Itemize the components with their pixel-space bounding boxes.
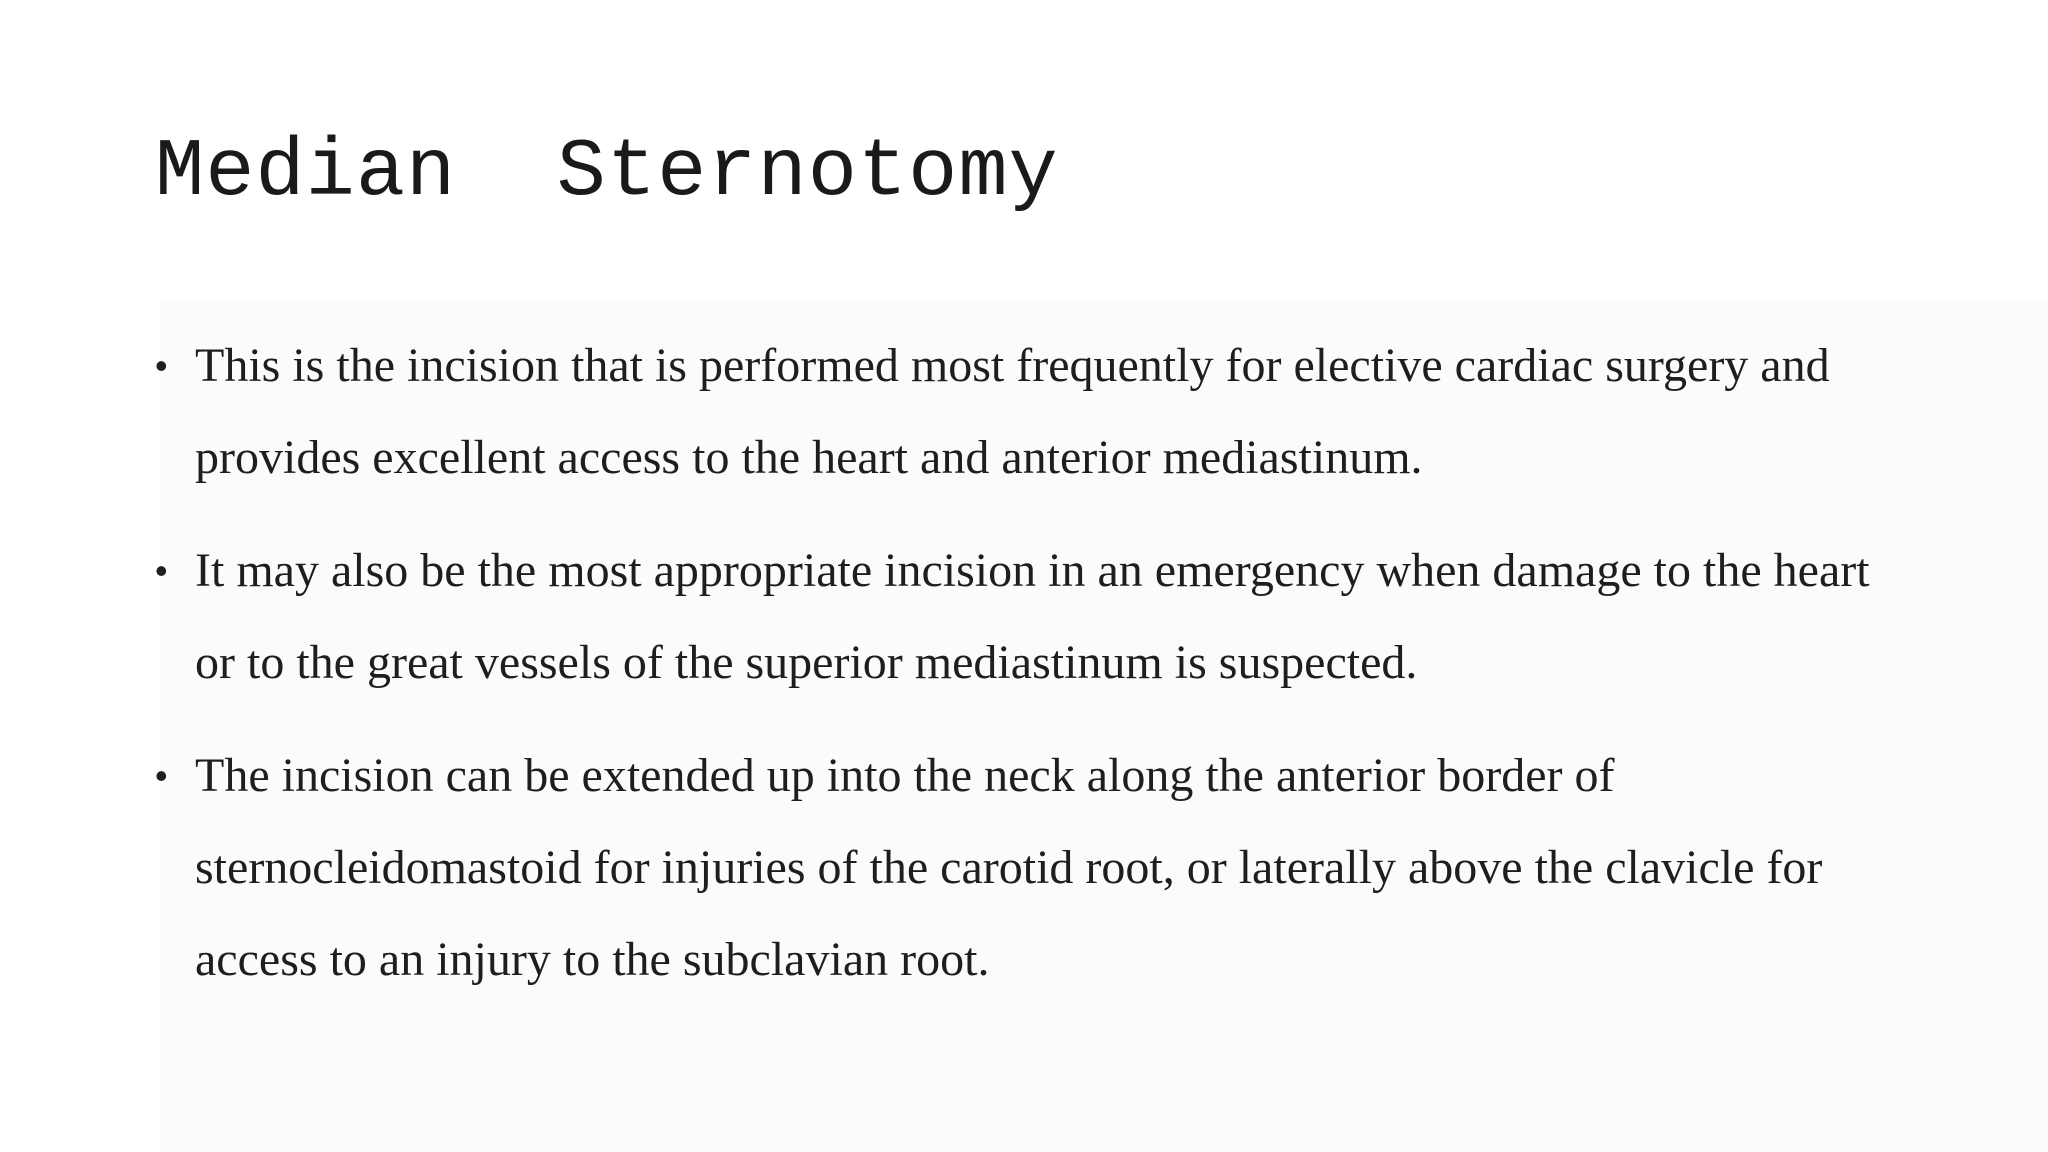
bullet-item bbox=[155, 320, 1915, 504]
bullet-text: The incision can be extended up into the neck along the anterior border of sternocleidomastoid for injuries of the carotid root, or laterally above the clavicle for access to an injury to the subclavian root. bbox=[195, 749, 1823, 986]
bullet-text: It may also be the most appropriate incision in an emergency when damage to the heart or to the great vessels of the superior mediastinum is suspected. bbox=[195, 544, 1870, 689]
bullet-icon: • bbox=[155, 345, 168, 386]
slide-title: Median Sternotomy bbox=[155, 126, 1059, 219]
bullet-icon: • bbox=[155, 550, 168, 591]
bullet-list bbox=[155, 320, 1915, 1027]
bullet-icon: • bbox=[155, 755, 168, 796]
bullet-text: This is the incision that is performed most frequently for elective cardiac surgery and provides excellent access to the heart and anterior mediastinum. bbox=[195, 339, 1830, 484]
bullet-item bbox=[155, 730, 1915, 1006]
bullet-item bbox=[155, 525, 1915, 709]
